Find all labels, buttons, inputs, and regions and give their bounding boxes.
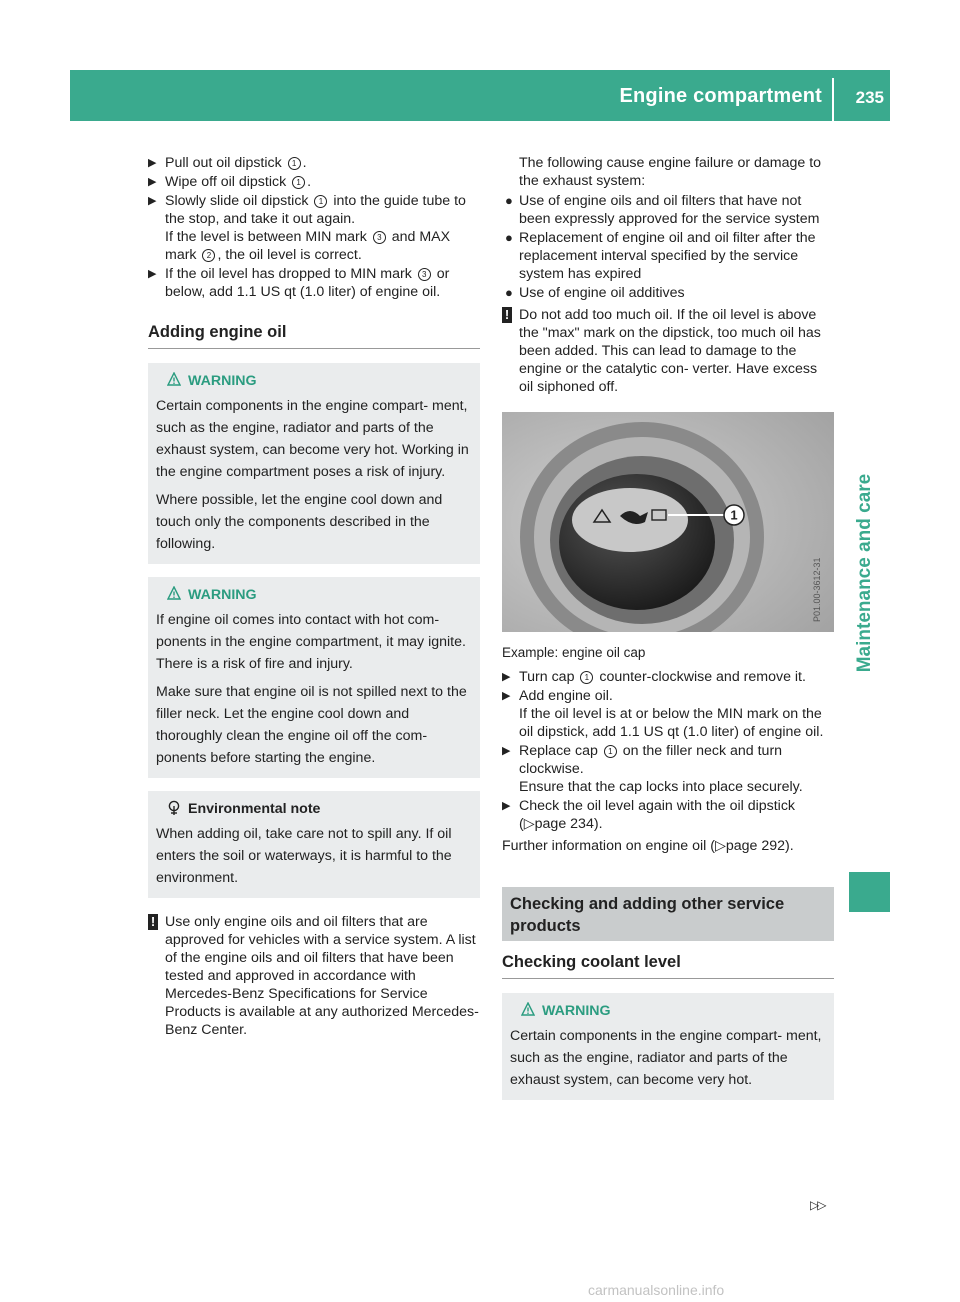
step-slide-dipstick: ▶ Slowly slide oil dipstick 1 into the guide tube to the stop, and take it out again. If the level is between MIN mark 3 and MAX mark 2 , the oil level is correct. bbox=[148, 193, 466, 263]
lightbulb-icon bbox=[167, 800, 181, 822]
step-arrow-icon: ▶ bbox=[502, 800, 511, 812]
header-bar bbox=[70, 70, 890, 121]
warning-triangle-icon bbox=[167, 372, 181, 392]
photo-callout: 1 bbox=[730, 507, 738, 523]
warning-text: Certain components in the engine compart- ment, such as the engine, radiator and parts of the exhaust system, can become very hot. bbox=[510, 1028, 822, 1088]
section-title-coolant: Checking coolant level bbox=[502, 953, 834, 979]
callout-icon: 1 bbox=[288, 157, 301, 170]
step-replace-cap: ▶ Replace cap 1 on the filler neck and turn clockwise. Ensure that the cap locks into place securely. bbox=[502, 743, 803, 795]
list-item: ● Use of engine oil additives bbox=[505, 285, 685, 301]
step-arrow-icon: ▶ bbox=[502, 690, 511, 702]
notice-exclamation-icon: ! bbox=[502, 307, 512, 323]
oil-cap-photo bbox=[502, 412, 834, 632]
warning-box-hot-components bbox=[148, 363, 480, 564]
callout-icon: 1 bbox=[292, 176, 305, 189]
warning-text: Certain components in the engine compart- ment, such as the engine, radiator and parts of the exhaust system, can become very hot. Working in the engine compartment poses a risk of injury. bbox=[156, 398, 469, 480]
step-arrow-icon: ▶ bbox=[148, 157, 157, 169]
list-item: ● Use of engine oils and oil filters that have not been expressly approved for the service system bbox=[505, 193, 820, 227]
warning-box-coolant bbox=[502, 993, 834, 1100]
list-item: ● Replacement of engine oil and oil filter after the replacement interval specified by the service system has expired bbox=[505, 230, 816, 282]
warning-triangle-icon bbox=[167, 586, 181, 606]
callout-icon: 1 bbox=[580, 671, 593, 684]
step-arrow-icon: ▶ bbox=[502, 745, 511, 757]
warning-box-fire bbox=[148, 577, 480, 778]
step-arrow-icon: ▶ bbox=[148, 268, 157, 280]
step-add-oil: ▶ If the oil level has dropped to MIN mark 3 or below, add 1.1 US qt (1.0 liter) of engine oil. bbox=[148, 266, 450, 300]
section-title-adding-oil: Adding engine oil bbox=[148, 323, 480, 349]
side-tab-label: Maintenance and care bbox=[854, 473, 875, 673]
page-number: 235 bbox=[855, 88, 884, 107]
intro-text: The following cause engine failure or damage to the exhaust system: bbox=[519, 155, 822, 189]
notice-too-much-oil: ! Do not add too much oil. If the oil level is above the "max" mark on the dipstick, too much oil has been added. This can lead to damage to the engine or the catalytic con- verter. Have excess oil siphoned off. bbox=[502, 306, 834, 396]
continue-arrow-icon: ▷▷ bbox=[810, 1198, 825, 1212]
photo-caption: Example: engine oil cap bbox=[502, 645, 646, 660]
warning-title: WARNING bbox=[156, 585, 472, 605]
warning-title: WARNING bbox=[156, 371, 472, 391]
bullet-icon: ● bbox=[505, 193, 513, 208]
callout-icon: 2 bbox=[202, 249, 215, 262]
left-column bbox=[148, 154, 480, 1039]
environmental-note-box bbox=[148, 791, 480, 898]
step-arrow-icon: ▶ bbox=[148, 195, 157, 207]
callout-icon: 1 bbox=[314, 195, 327, 208]
oil-cap-illustration bbox=[502, 412, 834, 632]
step-arrow-icon: ▶ bbox=[502, 671, 511, 683]
bullet-icon: ● bbox=[505, 230, 513, 245]
warning-text: Make sure that engine oil is not spilled next to the filler neck. Let the engine cool down and thoroughly clean the engine oil off the com- ponents before starting the engine. bbox=[156, 684, 467, 766]
right-column bbox=[502, 154, 834, 1100]
step-wipe-dipstick: ▶ Wipe off oil dipstick 1 . bbox=[148, 174, 312, 190]
warning-triangle-icon bbox=[521, 1002, 535, 1022]
warning-text: Where possible, let the engine cool down and touch only the components described in the following. bbox=[156, 492, 443, 552]
warning-text: If engine oil comes into contact with hot com- ponents in the engine compartment, it may ignite. There is a risk of fire and injury. bbox=[156, 612, 466, 672]
step-check-oil-level: ▶ Check the oil level again with the oil dipstick (▷page 234). bbox=[502, 798, 796, 832]
page-ref-arrow-icon: ▷ bbox=[714, 838, 726, 854]
step-add-engine-oil: ▶ Add engine oil. If the oil level is at or below the MIN mark on the oil dipstick, add 1.1 US qt (1.0 liter) of engine oil. bbox=[502, 688, 824, 740]
notice-exclamation-icon: ! bbox=[148, 914, 158, 930]
callout-icon: 3 bbox=[418, 268, 431, 281]
callout-icon: 3 bbox=[373, 231, 386, 244]
page-ref-arrow-icon: ▷ bbox=[523, 816, 535, 832]
environmental-note-text: When adding oil, take care not to spill any. If oil enters the soil or waterways, it is harmful to the environment. bbox=[156, 826, 452, 886]
environmental-note-title: Environmental note bbox=[156, 799, 472, 819]
step-pull-dipstick: ▶ Pull out oil dipstick 1 . bbox=[148, 155, 307, 171]
callout-icon: 1 bbox=[604, 745, 617, 758]
photo-code: P01.00-3612-31 bbox=[812, 557, 822, 622]
warning-title: WARNING bbox=[510, 1001, 826, 1021]
chapter-heading: Checking and adding other service products bbox=[502, 887, 834, 941]
notice-approved-oils: ! Use only engine oils and oil filters that are approved for vehicles with a service system. A list of the engine oils and oil filters that have been tested and approved in accordance with Mercedes-Benz Specifications for Service Products is available at any authorized Mercedes-Benz Center. bbox=[148, 913, 480, 1039]
page-ref-link[interactable]: page 292 bbox=[725, 838, 786, 854]
header-title: Engine compartment bbox=[619, 85, 822, 107]
further-info: Further information on engine oil (▷page 292). bbox=[502, 838, 794, 854]
step-turn-cap: ▶ Turn cap 1 counter-clockwise and remove it. bbox=[502, 669, 806, 685]
step-arrow-icon: ▶ bbox=[148, 176, 157, 188]
page-ref-link[interactable]: page 234 bbox=[534, 816, 594, 832]
side-tab bbox=[841, 470, 890, 677]
side-marker bbox=[849, 872, 890, 912]
header-separator bbox=[832, 78, 834, 121]
watermark: carmanualsonline.info bbox=[588, 1282, 725, 1298]
bullet-icon: ● bbox=[505, 285, 513, 300]
